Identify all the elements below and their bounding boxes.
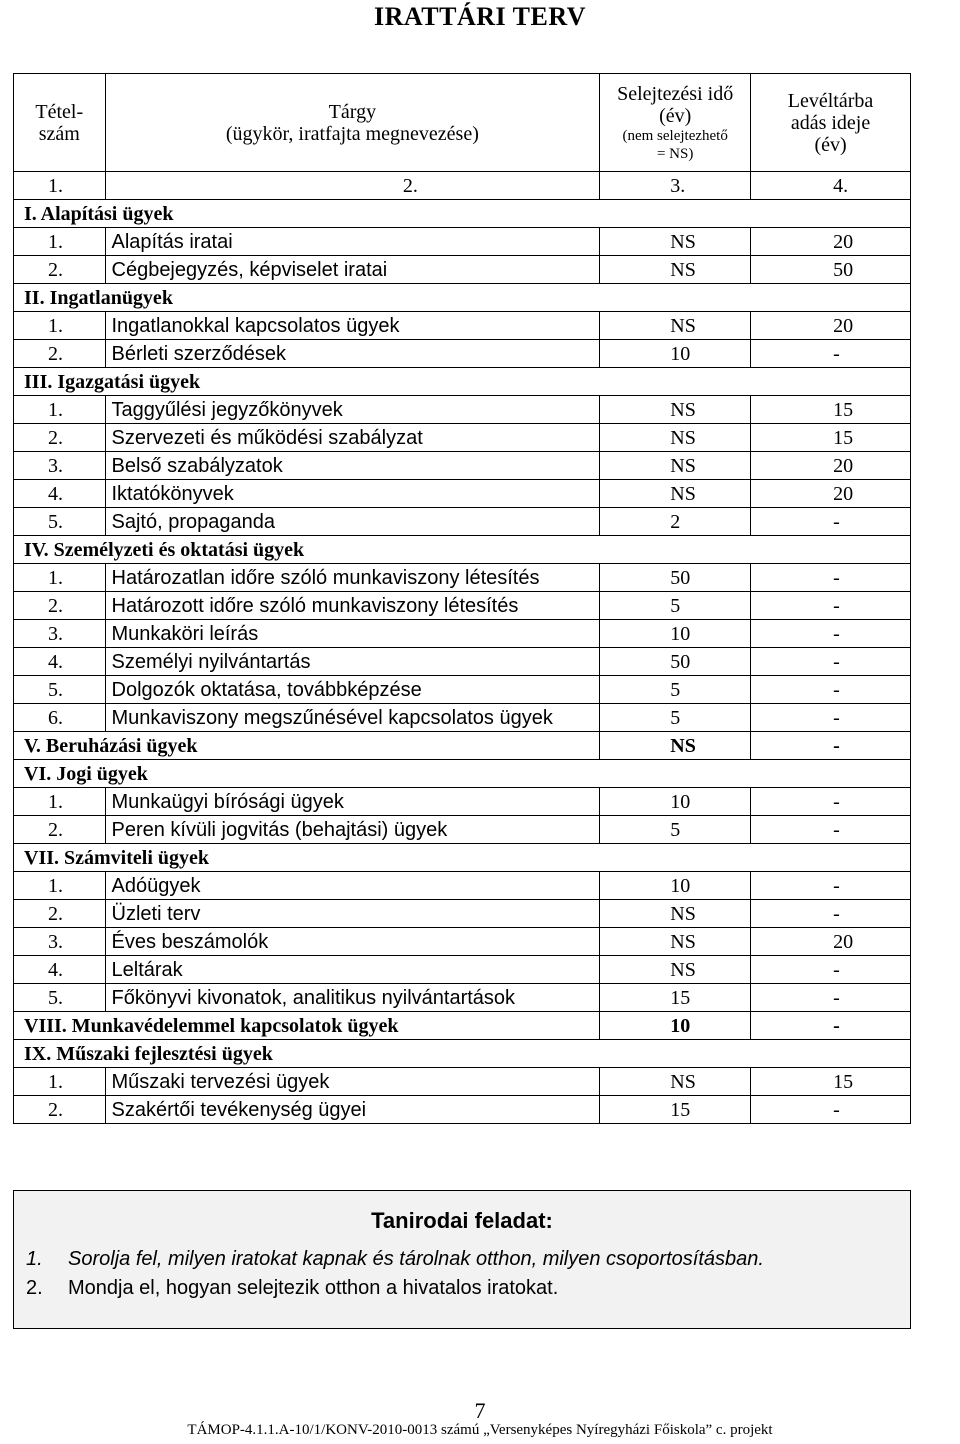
- item-number: 2.: [14, 340, 106, 368]
- item-archive: 20: [751, 312, 911, 340]
- item-number: 3.: [14, 620, 106, 648]
- item-retention: 15: [600, 984, 751, 1012]
- table-row: [14, 704, 911, 732]
- table-row: [14, 872, 911, 900]
- item-number: 4.: [14, 480, 106, 508]
- task-item-number: 1.: [26, 1248, 43, 1270]
- header-row: [14, 74, 911, 172]
- header-line: Levéltárba: [787, 89, 874, 112]
- section-retention: 10: [600, 1012, 751, 1040]
- table-row: [14, 396, 911, 424]
- header-retention: [600, 74, 751, 172]
- header-line: adás ideje: [790, 111, 871, 134]
- item-archive: 50: [751, 256, 911, 284]
- item-number: 1.: [14, 564, 106, 592]
- item-subject: Leltárak: [105, 956, 600, 984]
- item-archive: -: [751, 676, 911, 704]
- table-row: [14, 1096, 911, 1124]
- item-subject: Ingatlanokkal kapcsolatos ügyek: [105, 312, 600, 340]
- item-archive: 20: [751, 480, 911, 508]
- section-archive: -: [751, 1012, 911, 1040]
- item-archive: -: [751, 900, 911, 928]
- section-title: IV. Személyzeti és oktatási ügyek: [14, 536, 911, 564]
- item-number: 2.: [14, 424, 106, 452]
- header-line: (év): [659, 104, 692, 127]
- table-row: [14, 340, 911, 368]
- item-subject: Taggyűlési jegyzőkönyvek: [105, 396, 600, 424]
- table-body: [14, 200, 911, 1124]
- task-item: [26, 1248, 764, 1271]
- section-row: [14, 1012, 911, 1040]
- header-line: (ügykör, iratfajta megnevezése): [225, 122, 479, 145]
- item-archive: -: [751, 508, 911, 536]
- page-number: 7: [474, 1398, 486, 1423]
- column-number: 4.: [751, 172, 911, 200]
- item-retention: NS: [600, 312, 751, 340]
- item-archive: -: [751, 872, 911, 900]
- item-archive: -: [751, 648, 911, 676]
- item-retention: 50: [600, 564, 751, 592]
- item-retention: NS: [600, 452, 751, 480]
- item-archive: -: [751, 1096, 911, 1124]
- column-number: 1.: [14, 172, 106, 200]
- item-archive: -: [751, 984, 911, 1012]
- item-retention: 15: [600, 1096, 751, 1124]
- item-number: 1.: [14, 396, 106, 424]
- header-line: (nem selejtezhető: [622, 127, 728, 144]
- section-title: I. Alapítási ügyek: [14, 200, 911, 228]
- item-retention: 10: [600, 340, 751, 368]
- table-row: [14, 928, 911, 956]
- item-subject: Munkaügyi bírósági ügyek: [105, 788, 600, 816]
- item-retention: 50: [600, 648, 751, 676]
- item-retention: 5: [600, 704, 751, 732]
- item-retention: 5: [600, 816, 751, 844]
- item-retention: 5: [600, 676, 751, 704]
- item-number: 3.: [14, 452, 106, 480]
- item-number: 5.: [14, 984, 106, 1012]
- header-subject: [105, 74, 600, 172]
- table-row: [14, 256, 911, 284]
- item-subject: Munkaköri leírás: [105, 620, 600, 648]
- header-line: szám: [38, 122, 80, 145]
- section-title: VI. Jogi ügyek: [14, 760, 911, 788]
- item-number: 3.: [14, 928, 106, 956]
- item-subject: Cégbejegyzés, képviselet iratai: [105, 256, 600, 284]
- item-subject: Műszaki tervezési ügyek: [105, 1068, 600, 1096]
- item-retention: NS: [600, 900, 751, 928]
- item-archive: -: [751, 592, 911, 620]
- item-number: 2.: [14, 592, 106, 620]
- task-item: [26, 1277, 558, 1300]
- section-row: [14, 1040, 911, 1068]
- item-archive: 20: [751, 928, 911, 956]
- item-number: 1.: [14, 312, 106, 340]
- table-row: [14, 788, 911, 816]
- item-number: 2.: [14, 256, 106, 284]
- item-subject: Szervezeti és működési szabályzat: [105, 424, 600, 452]
- header-line: Tárgy: [328, 100, 377, 123]
- item-subject: Munkaviszony megszűnésével kapcsolatos ügyek: [105, 704, 600, 732]
- item-number: 1.: [14, 228, 106, 256]
- section-archive: -: [751, 732, 911, 760]
- section-row: [14, 284, 911, 312]
- item-number: 2.: [14, 1096, 106, 1124]
- table-row: [14, 424, 911, 452]
- header-item-number: [14, 74, 106, 172]
- item-archive: 20: [751, 452, 911, 480]
- item-retention: NS: [600, 256, 751, 284]
- item-subject: Iktatókönyvek: [105, 480, 600, 508]
- item-archive: -: [751, 788, 911, 816]
- section-row: [14, 536, 911, 564]
- item-retention: NS: [600, 424, 751, 452]
- table-row: [14, 1068, 911, 1096]
- item-number: 1.: [14, 788, 106, 816]
- task-item-number: 2.: [26, 1277, 43, 1299]
- item-retention: 10: [600, 620, 751, 648]
- section-title: V. Beruházási ügyek: [14, 732, 600, 760]
- item-archive: 15: [751, 1068, 911, 1096]
- table-row: [14, 816, 911, 844]
- item-retention: NS: [600, 928, 751, 956]
- item-subject: Határozott időre szóló munkaviszony létesítés: [105, 592, 600, 620]
- item-archive: -: [751, 956, 911, 984]
- page-title: IRATTÁRI TERV: [374, 2, 586, 31]
- section-title: IX. Műszaki fejlesztési ügyek: [14, 1040, 911, 1068]
- item-subject: Üzleti terv: [105, 900, 600, 928]
- table-row: [14, 648, 911, 676]
- item-subject: Belső szabályzatok: [105, 452, 600, 480]
- item-archive: 15: [751, 424, 911, 452]
- item-number: 2.: [14, 816, 106, 844]
- item-number: 4.: [14, 648, 106, 676]
- item-retention: NS: [600, 228, 751, 256]
- page-footer: TÁMOP-4.1.1.A-10/1/KONV-2010-0013 számú „Versenyképes Nyíregyházi Főiskola” c. projekt: [187, 1422, 773, 1438]
- item-retention: NS: [600, 1068, 751, 1096]
- section-row: [14, 200, 911, 228]
- column-number-row: [14, 172, 911, 200]
- item-number: 1.: [14, 1068, 106, 1096]
- section-row: [14, 844, 911, 872]
- item-subject: Főkönyvi kivonatok, analitikus nyilvántartások: [105, 984, 600, 1012]
- item-number: 5.: [14, 508, 106, 536]
- item-retention: 10: [600, 872, 751, 900]
- item-number: 4.: [14, 956, 106, 984]
- item-number: 5.: [14, 676, 106, 704]
- item-retention: NS: [600, 396, 751, 424]
- item-archive: 20: [751, 228, 911, 256]
- task-item-text: Mondja el, hogyan selejtezik otthon a hivatalos iratokat.: [68, 1277, 559, 1299]
- table-row: [14, 984, 911, 1012]
- table-row: [14, 900, 911, 928]
- table-row: [14, 228, 911, 256]
- item-retention: 2: [600, 508, 751, 536]
- header-archive: [751, 74, 911, 172]
- item-retention: NS: [600, 480, 751, 508]
- section-title: II. Ingatlanügyek: [14, 284, 911, 312]
- item-subject: Alapítás iratai: [105, 228, 600, 256]
- header-line: (év): [814, 133, 847, 156]
- table-row: [14, 480, 911, 508]
- item-retention: 10: [600, 788, 751, 816]
- header-line: Selejtezési idő: [617, 82, 734, 105]
- item-subject: Szakértői tevékenység ügyei: [105, 1096, 600, 1124]
- item-archive: -: [751, 620, 911, 648]
- section-title: VIII. Munkavédelemmel kapcsolatok ügyek: [14, 1012, 600, 1040]
- item-subject: Határozatlan időre szóló munkaviszony létesítés: [105, 564, 600, 592]
- item-archive: -: [751, 564, 911, 592]
- section-row: [14, 732, 911, 760]
- header-line: Tétel-: [35, 100, 84, 123]
- table-row: [14, 508, 911, 536]
- item-subject: Éves beszámolók: [105, 928, 600, 956]
- column-number: 3.: [600, 172, 751, 200]
- section-title: III. Igazgatási ügyek: [14, 368, 911, 396]
- item-subject: Dolgozók oktatása, továbbképzése: [105, 676, 600, 704]
- item-subject: Személyi nyilvántartás: [105, 648, 600, 676]
- records-retention-table: [13, 73, 911, 1124]
- item-subject: Peren kívüli jogvitás (behajtási) ügyek: [105, 816, 600, 844]
- table-row: [14, 312, 911, 340]
- item-archive: -: [751, 704, 911, 732]
- item-retention: NS: [600, 956, 751, 984]
- task-box: [13, 1190, 911, 1329]
- item-archive: -: [751, 340, 911, 368]
- table-row: [14, 620, 911, 648]
- item-subject: Bérleti szerződések: [105, 340, 600, 368]
- table-row: [14, 452, 911, 480]
- section-retention: NS: [600, 732, 751, 760]
- item-number: 6.: [14, 704, 106, 732]
- table-row: [14, 564, 911, 592]
- table-row: [14, 956, 911, 984]
- table-row: [14, 592, 911, 620]
- task-item-text: Sorolja fel, milyen iratokat kapnak és tárolnak otthon, milyen csoportosításban.: [68, 1248, 764, 1270]
- item-retention: 5: [600, 592, 751, 620]
- item-subject: Sajtó, propaganda: [105, 508, 600, 536]
- task-title: Tanirodai feladat:: [371, 1208, 553, 1233]
- section-row: [14, 368, 911, 396]
- section-row: [14, 760, 911, 788]
- item-archive: -: [751, 816, 911, 844]
- table-row: [14, 676, 911, 704]
- column-number: 2.: [105, 172, 600, 200]
- header-line: = NS): [656, 145, 694, 162]
- item-number: 2.: [14, 900, 106, 928]
- item-number: 1.: [14, 872, 106, 900]
- item-archive: 15: [751, 396, 911, 424]
- item-subject: Adóügyek: [105, 872, 600, 900]
- section-title: VII. Számviteli ügyek: [14, 844, 911, 872]
